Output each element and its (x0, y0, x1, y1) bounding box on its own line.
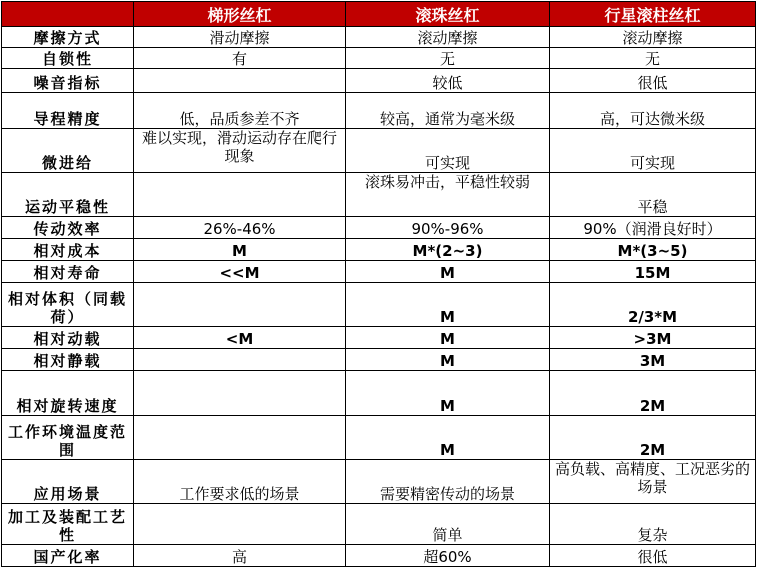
row-label: 噪音指标 (2, 69, 134, 93)
row-label: 相对寿命 (2, 261, 134, 283)
cell-planetary: 平稳 (550, 173, 756, 217)
cell-trapezoidal: 难以实现，滑动运动存在爬行现象 (134, 129, 346, 173)
table-row (2, 327, 756, 349)
header-trapezoidal-screw: 梯形丝杠 (134, 2, 346, 27)
cell-trapezoidal (134, 283, 346, 327)
cell-ball: M (346, 371, 550, 416)
row-label: 应用场景 (2, 460, 134, 504)
header-ball-screw: 滚珠丝杠 (346, 2, 550, 27)
cell-planetary: 2/3*M (550, 283, 756, 327)
row-label: 相对静载 (2, 349, 134, 371)
cell-ball: 需要精密传动的场景 (346, 460, 550, 504)
row-label: 相对成本 (2, 239, 134, 261)
cell-planetary: 15M (550, 261, 756, 283)
table-row (2, 217, 756, 239)
screw-comparison-table (1, 1, 756, 567)
table-row (2, 283, 756, 327)
cell-ball: 较高，通常为毫米级 (346, 93, 550, 129)
row-label: 国产化率 (2, 545, 134, 567)
cell-planetary: 2M (550, 416, 756, 460)
cell-trapezoidal: 有 (134, 48, 346, 69)
table-row (2, 261, 756, 283)
row-label: 传动效率 (2, 217, 134, 239)
table-row (2, 27, 756, 48)
cell-planetary: 无 (550, 48, 756, 69)
cell-ball: M*(2~3) (346, 239, 550, 261)
cell-planetary: 2M (550, 371, 756, 416)
cell-planetary: 高，可达微米级 (550, 93, 756, 129)
cell-planetary: 很低 (550, 545, 756, 567)
cell-trapezoidal: <M (134, 327, 346, 349)
table-row (2, 545, 756, 567)
cell-trapezoidal (134, 416, 346, 460)
cell-planetary: M*(3~5) (550, 239, 756, 261)
cell-planetary: 高负载、高精度、工况恶劣的场景 (550, 460, 756, 504)
cell-trapezoidal: 工作要求低的场景 (134, 460, 346, 504)
cell-trapezoidal: 高 (134, 545, 346, 567)
cell-ball: M (346, 416, 550, 460)
table-row (2, 173, 756, 217)
cell-trapezoidal: M (134, 239, 346, 261)
cell-trapezoidal (134, 504, 346, 545)
row-label: 相对旋转速度 (2, 371, 134, 416)
table-row (2, 460, 756, 504)
cell-trapezoidal: <<M (134, 261, 346, 283)
header-planetary-roller-screw: 行星滚柱丝杠 (550, 2, 756, 27)
table-row (2, 371, 756, 416)
cell-trapezoidal (134, 349, 346, 371)
cell-planetary: 复杂 (550, 504, 756, 545)
row-label: 摩擦方式 (2, 27, 134, 48)
cell-ball: M (346, 327, 550, 349)
row-label: 相对体积（同载荷） (2, 283, 134, 327)
row-label: 微进给 (2, 129, 134, 173)
row-label: 加工及装配工艺性 (2, 504, 134, 545)
cell-ball: 滚动摩擦 (346, 27, 550, 48)
cell-ball: M (346, 283, 550, 327)
cell-planetary: 可实现 (550, 129, 756, 173)
cell-planetary: 滚动摩擦 (550, 27, 756, 48)
cell-trapezoidal (134, 371, 346, 416)
table-row (2, 69, 756, 93)
cell-trapezoidal (134, 173, 346, 217)
table-row (2, 48, 756, 69)
cell-planetary: >3M (550, 327, 756, 349)
row-label: 工作环境温度范围 (2, 416, 134, 460)
table-row (2, 504, 756, 545)
cell-trapezoidal: 低，品质参差不齐 (134, 93, 346, 129)
cell-ball: 无 (346, 48, 550, 69)
cell-trapezoidal (134, 69, 346, 93)
cell-ball: M (346, 349, 550, 371)
cell-ball: 滚珠易冲击，平稳性较弱 (346, 173, 550, 217)
header-corner (2, 2, 134, 27)
table-row (2, 129, 756, 173)
cell-ball: 可实现 (346, 129, 550, 173)
table-row (2, 416, 756, 460)
cell-planetary: 90%（润滑良好时） (550, 217, 756, 239)
cell-ball: M (346, 261, 550, 283)
row-label: 相对动载 (2, 327, 134, 349)
table-row (2, 349, 756, 371)
cell-ball: 90%-96% (346, 217, 550, 239)
comparison-table-container (1, 1, 756, 567)
table-row (2, 239, 756, 261)
cell-ball: 较低 (346, 69, 550, 93)
row-label: 导程精度 (2, 93, 134, 129)
row-label: 运动平稳性 (2, 173, 134, 217)
row-label: 自锁性 (2, 48, 134, 69)
table-row (2, 93, 756, 129)
cell-ball: 超60% (346, 545, 550, 567)
cell-ball: 简单 (346, 504, 550, 545)
cell-planetary: 很低 (550, 69, 756, 93)
cell-planetary: 3M (550, 349, 756, 371)
header-row (2, 2, 756, 27)
cell-trapezoidal: 滑动摩擦 (134, 27, 346, 48)
cell-trapezoidal: 26%-46% (134, 217, 346, 239)
